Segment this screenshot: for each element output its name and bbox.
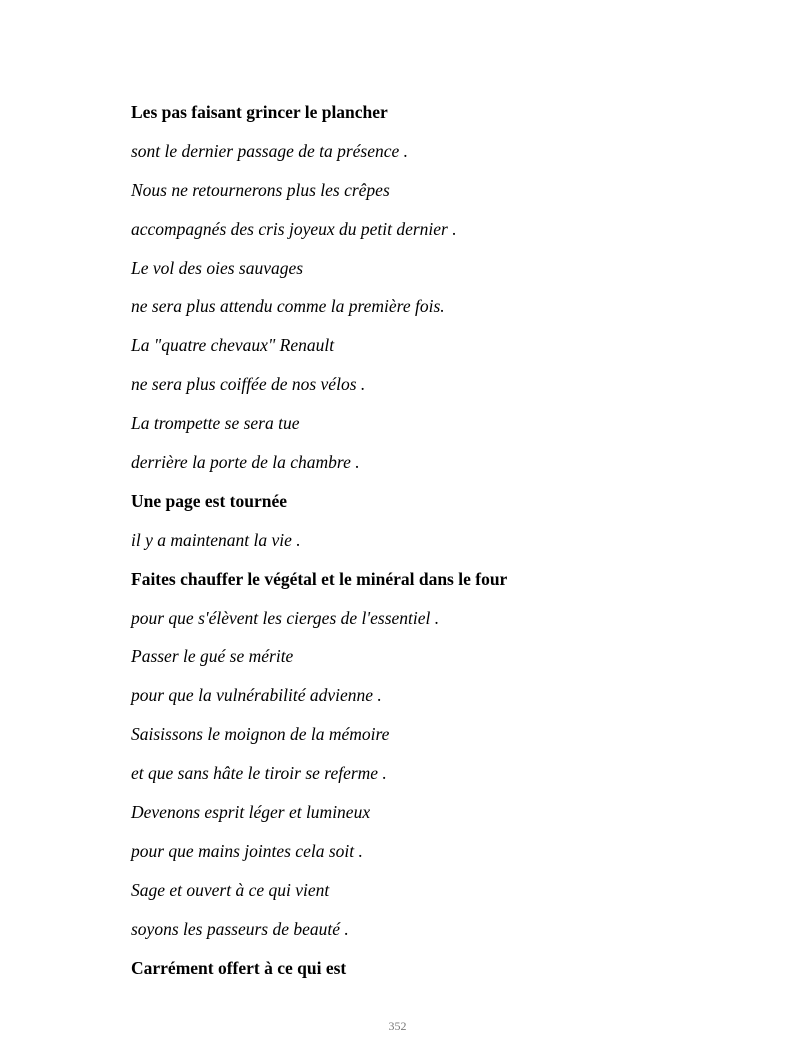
poem-line: soyons les passeurs de beauté .: [131, 918, 349, 939]
poem-line: pour que s'élèvent les cierges de l'essentiel .: [131, 607, 440, 628]
poem-line: Une page est tournée: [131, 490, 288, 511]
poem-line: Devenons esprit léger et lumineux: [131, 802, 371, 823]
page-number: 352: [388, 1019, 407, 1033]
poem-line: pour que la vulnérabilité advienne .: [131, 685, 382, 706]
poem-line: Saisissons le moignon de la mémoire: [131, 724, 390, 745]
poem-line: La "quatre chevaux" Renault: [131, 335, 335, 356]
poem-line: Faites chauffer le végétal et le minéral dans le four: [131, 568, 508, 589]
poem-line: derrière la porte de la chambre .: [131, 452, 360, 473]
poem-line: et que sans hâte le tiroir se referme .: [131, 763, 387, 784]
poem-line: Le vol des oies sauvages: [131, 257, 304, 278]
poem-line: ne sera plus coiffée de nos vélos .: [131, 374, 366, 395]
poem-line: accompagnés des cris joyeux du petit dernier .: [131, 218, 457, 239]
poem-line: sont le dernier passage de ta présence .: [131, 140, 409, 161]
poem-line: Passer le gué se mérite: [131, 646, 294, 667]
poem-line: il y a maintenant la vie .: [131, 529, 301, 550]
poem-line: Sage et ouvert à ce qui vient: [131, 879, 330, 900]
poem-line: Nous ne retournerons plus les crêpes: [131, 179, 390, 200]
poem-line: Carrément offert à ce qui est: [131, 957, 347, 978]
poem-line: pour que mains jointes cela soit .: [131, 840, 363, 861]
poem-line: La trompette se sera tue: [131, 413, 300, 434]
poem-line: Les pas faisant grincer le plancher: [131, 102, 388, 122]
poem-line: ne sera plus attendu comme la première fois.: [131, 296, 445, 317]
poem-body: [131, 101, 731, 995]
